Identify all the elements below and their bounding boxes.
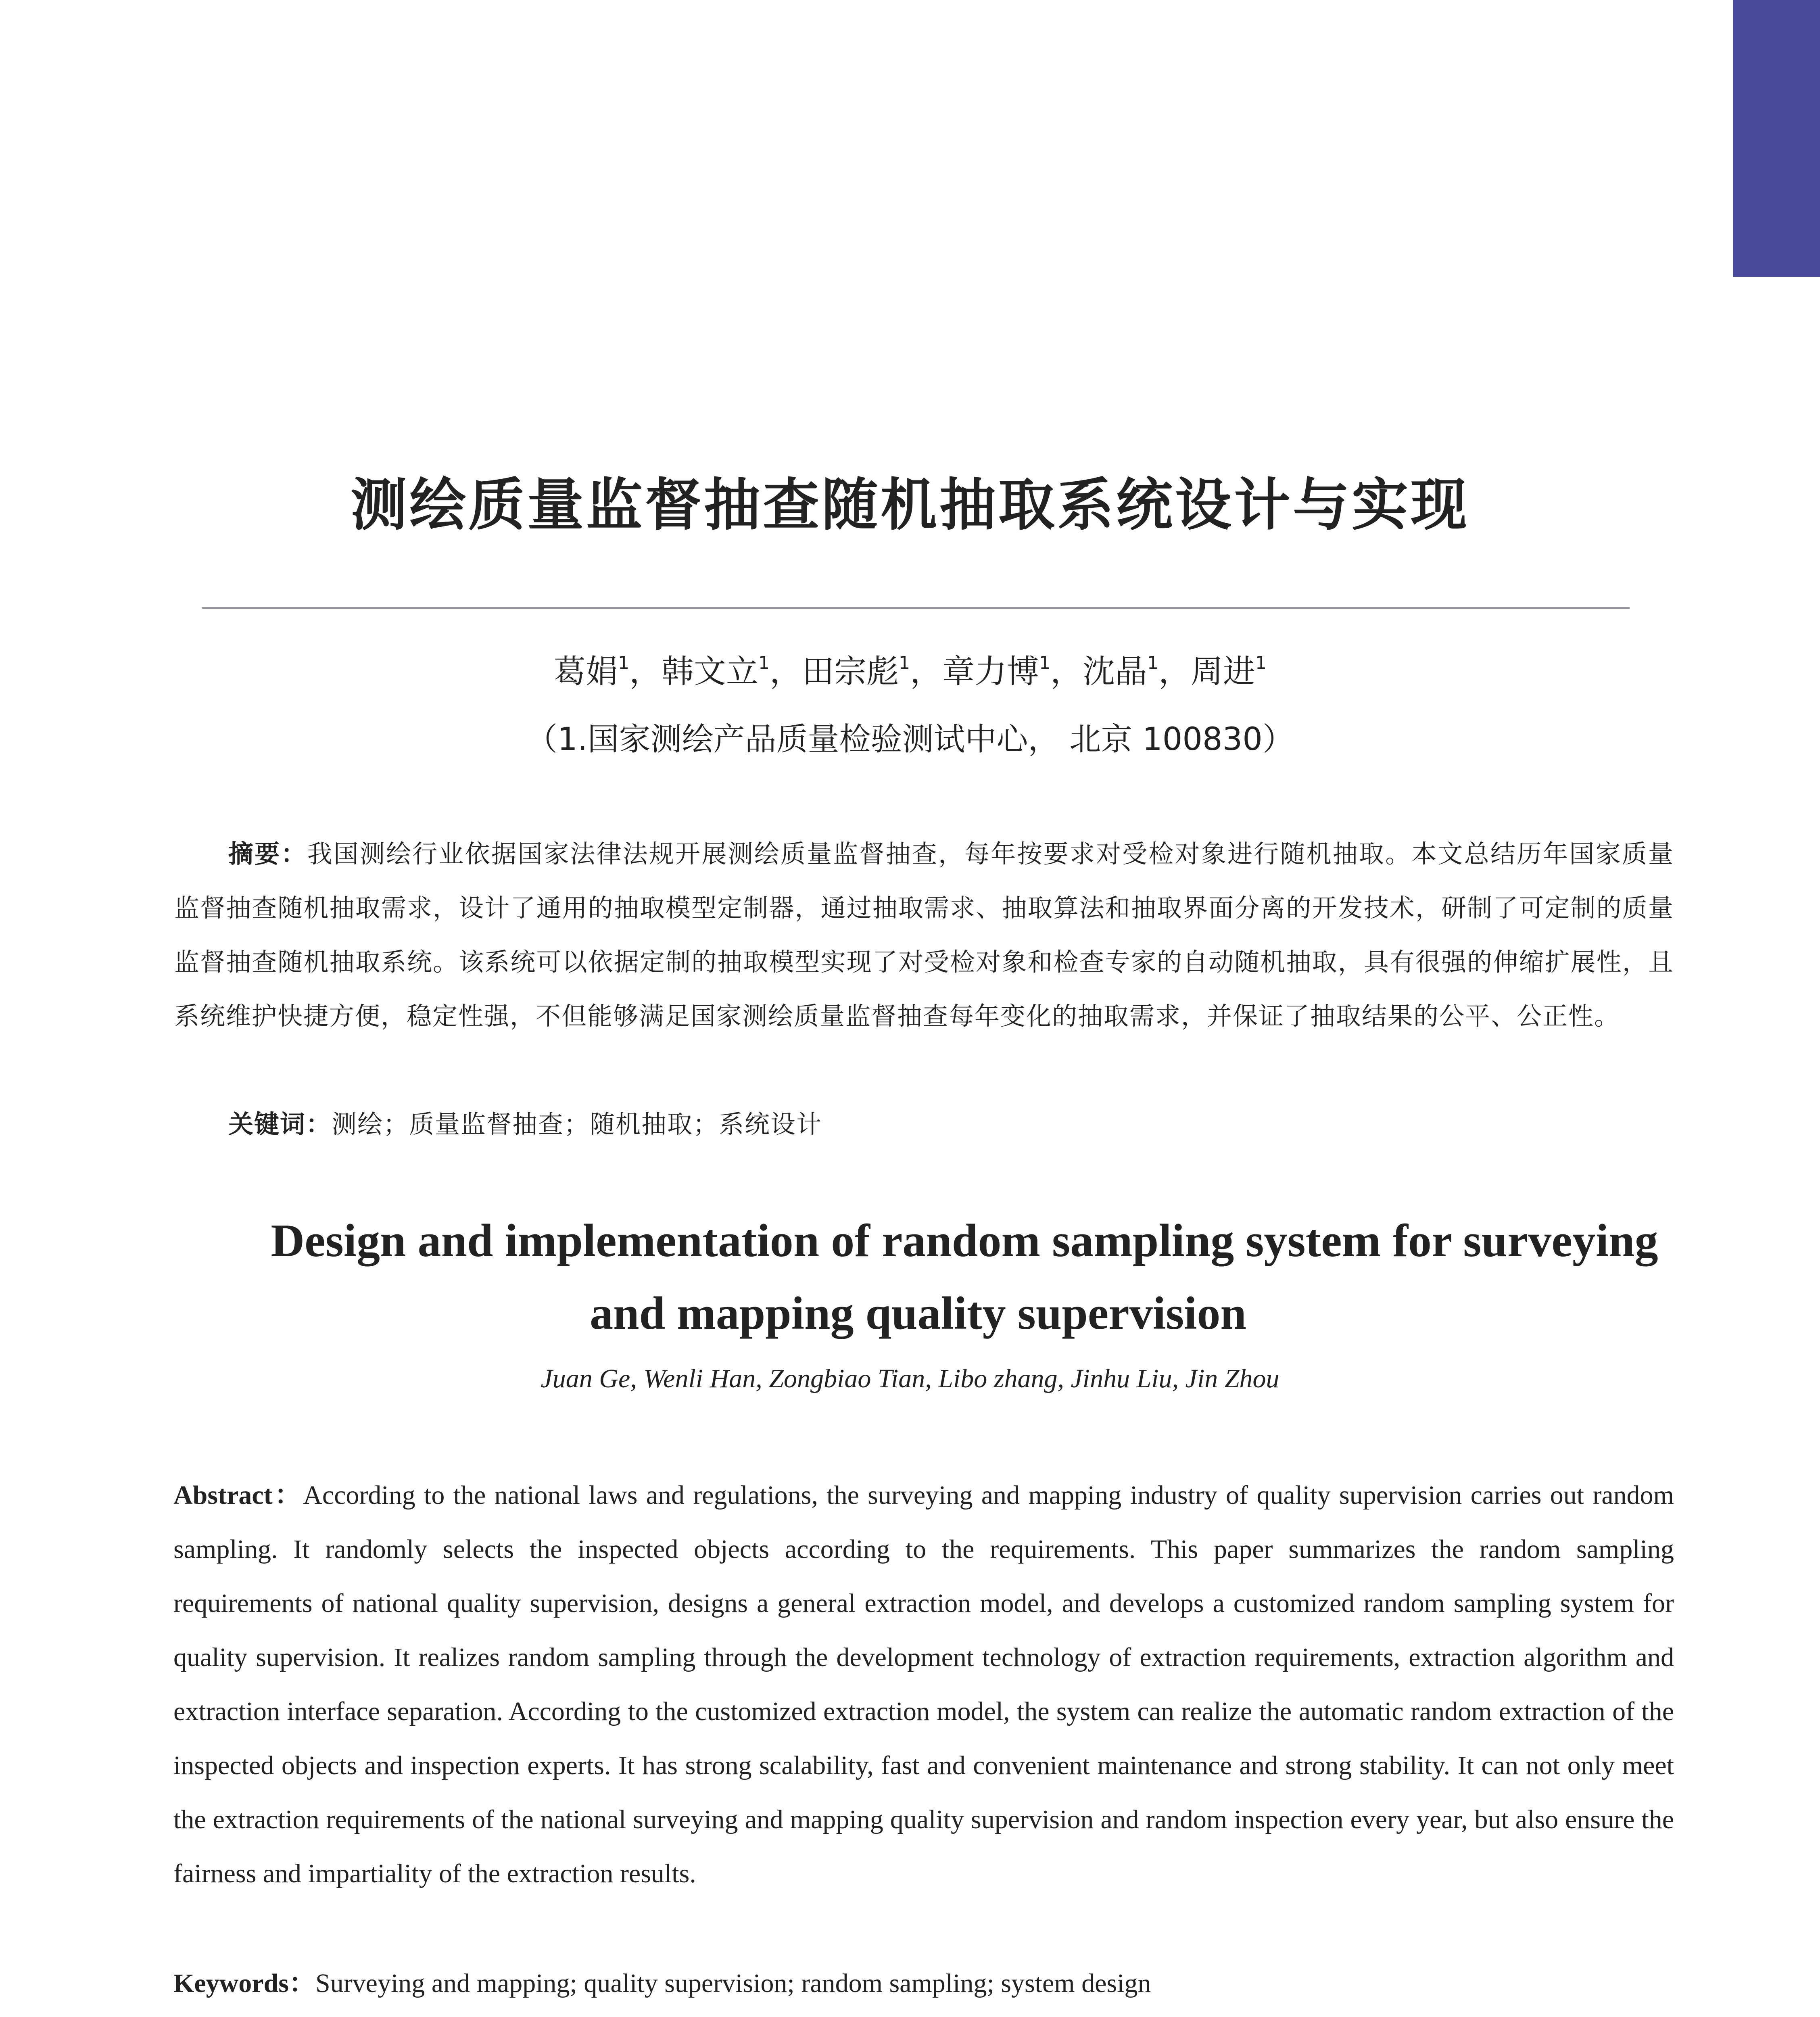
author-list bbox=[0, 645, 1820, 692]
paper-title-en-line1: Design and implementation of random sampling system for surveying bbox=[271, 1215, 1658, 1267]
author-name: 葛娟 bbox=[553, 653, 618, 690]
corner-tab bbox=[1733, 0, 1820, 277]
author-affiliation-mark: 1 bbox=[1039, 653, 1050, 673]
author-name: 章力博 bbox=[942, 653, 1039, 690]
keywords-en-text: Surveying and mapping; quality supervision; random sampling; system design bbox=[315, 1969, 1151, 1998]
paper-title-zh: 测绘质量监督抽查随机抽取系统设计与实现 bbox=[350, 472, 1469, 538]
author-separator: ， bbox=[1158, 653, 1191, 690]
abstract-zh bbox=[174, 827, 1674, 1043]
author-separator: ， bbox=[770, 653, 802, 690]
author-affiliation-mark: 1 bbox=[1255, 653, 1267, 673]
abstract-zh-label: 摘要： bbox=[228, 839, 307, 869]
author-affiliation-mark: 1 bbox=[1147, 653, 1158, 673]
keywords-en bbox=[173, 1956, 1674, 2011]
keywords-en-label: Keywords： bbox=[173, 1969, 315, 1998]
author-separator: ， bbox=[629, 653, 662, 690]
author-name: 韩文立 bbox=[662, 653, 758, 690]
author-name: 周进 bbox=[1191, 653, 1255, 690]
abstract-en bbox=[173, 1468, 1674, 1901]
paper-title-en-line2: and mapping quality supervision bbox=[590, 1288, 1246, 1339]
keywords-zh-label: 关键词： bbox=[228, 1109, 332, 1139]
title-divider bbox=[202, 607, 1630, 609]
abstract-en-label: Abstract： bbox=[173, 1480, 303, 1510]
abstract-en-text: According to the national laws and regulations, the surveying and mapping industry of quality supervision carries out random sampling. It randomly selects the inspected objects according to the requirements. This paper summarizes the random sampling requirements of national quality supervision, designs a general extraction model, and develops a customized random sampling system for quality supervision. It realizes random sampling through the development technology of extraction requirements, extraction algorithm and extraction interface separation. According to the customized extraction model, the system can realize the automatic random extraction of the inspected objects and inspection experts. It has strong scalability, fast and convenient maintenance and strong stability. It can not only meet the extraction requirements of the national surveying and mapping quality supervision and random inspection every year, but also ensure the fairness and impartiality of the extraction results. bbox=[173, 1480, 1674, 1888]
author-list-en: Juan Ge, Wenli Han, Zongbiao Tian, Libo zhang, Jinhu Liu, Jin Zhou bbox=[541, 1364, 1279, 1393]
author-name: 沈晶 bbox=[1083, 653, 1147, 690]
keywords-zh bbox=[174, 1097, 1674, 1151]
author-affiliation-mark: 1 bbox=[899, 653, 910, 673]
author-name: 田宗彪 bbox=[802, 653, 899, 690]
author-affiliation-mark: 1 bbox=[758, 653, 770, 673]
author-separator: ， bbox=[1050, 653, 1083, 690]
affiliation: （1.国家测绘产品质量检验测试中心， 北京 100830） bbox=[526, 721, 1294, 758]
author-affiliation-mark: 1 bbox=[618, 653, 629, 673]
author-separator: ， bbox=[910, 653, 942, 690]
keywords-zh-text: 测绘；质量监督抽查；随机抽取；系统设计 bbox=[332, 1109, 822, 1139]
abstract-zh-text: 我国测绘行业依据国家法律法规开展测绘质量监督抽查，每年按要求对受检对象进行随机抽取。本文总结历年国家质量监督抽查随机抽取需求，设计了通用的抽取模型定制器，通过抽取需求、抽取算法和抽取界面分离的开发技术，研制了可定制的质量监督抽查随机抽取系统。该系统可以依据定制的抽取模型实现了对受检对象和检查专家的自动随机抽取，具有很强的伸缩扩展性，且系统维护快捷方便，稳定性强，不但能够满足国家测绘质量监督抽查每年变化的抽取需求，并保证了抽取结果的公平、公正性。 bbox=[174, 839, 1674, 1031]
